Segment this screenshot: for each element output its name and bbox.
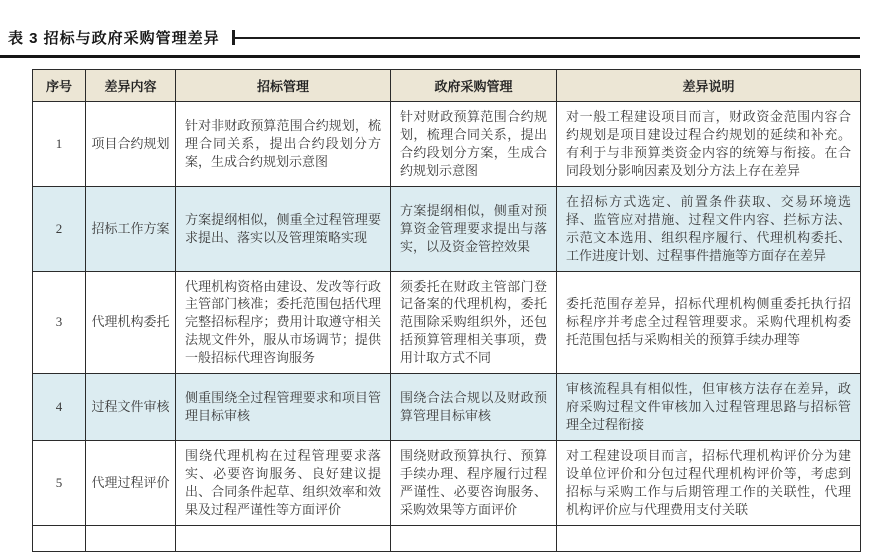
cell-explanation: 审核流程具有相似性，但审核方法存在差异，政府采购过程文件审核加入过程管理思路与招标管理全过程衔接 bbox=[557, 374, 861, 441]
cell-difference-content: 过程文件审核 bbox=[86, 374, 176, 441]
cell-difference-content: 代理过程评价 bbox=[86, 441, 176, 526]
cell-empty bbox=[33, 525, 86, 551]
cell-explanation: 在招标方式选定、前置条件获取、交易环境选择、监管应对措施、过程文件内容、拦标方法、示范文本选用、组织程序履行、代理机构委托、工作进度计划、过程事件措施等方面存在差异 bbox=[557, 186, 861, 271]
cell-empty bbox=[391, 525, 557, 551]
cell-bidding: 方案提纲相似，侧重全过程管理要求提出、落实以及管理策略实现 bbox=[176, 186, 391, 271]
comparison-table bbox=[32, 69, 861, 552]
table-caption-bar bbox=[0, 0, 892, 48]
cell-no: 3 bbox=[33, 271, 86, 374]
caption-rule-decoration bbox=[232, 30, 860, 45]
header-no: 序号 bbox=[33, 70, 86, 102]
header-bidding-management: 招标管理 bbox=[176, 70, 391, 102]
cell-bidding: 围绕代理机构在过程管理要求落实、必要咨询服务、良好建议提出、合同条件起草、组织效率和效果及过程严谨性等方面评价 bbox=[176, 441, 391, 526]
table-row bbox=[33, 102, 861, 187]
cell-explanation: 对一般工程建设项目而言，财政资金范围内容合约规划是项目建设过程合约规划的延续和补充。有利于与非预算类资金内容的统筹与衔接。在合同段划分影响因素及划分方法上存在差异 bbox=[557, 102, 861, 187]
table-row bbox=[33, 374, 861, 441]
header-difference-explanation: 差异说明 bbox=[557, 70, 861, 102]
cell-procurement: 方案提纲相似，侧重对预算资金管理要求提出与落实，以及资金管控效果 bbox=[391, 186, 557, 271]
table-row-partial bbox=[33, 525, 861, 551]
cell-difference-content: 项目合约规划 bbox=[86, 102, 176, 187]
cell-no: 4 bbox=[33, 374, 86, 441]
cell-bidding: 代理机构资格由建设、发改等行政主管部门核准；委托范围包括代理完整招标程序；费用计取遵守相关法规文件外，服从市场调节；提供一般招标代理咨询服务 bbox=[176, 271, 391, 374]
cell-procurement: 针对财政预算范围合约规划，梳理合同关系，提出合约段划分方案，生成合约规划示意图 bbox=[391, 102, 557, 187]
cell-empty bbox=[557, 525, 861, 551]
cell-explanation: 对工程建设项目而言，招标代理机构评价分为建设单位评价和分包过程代理机构评价等，考虑到招标与采购工作与后期管理工作的关联性，代理机构评价应与代理费用支付关联 bbox=[557, 441, 861, 526]
table-header-row bbox=[33, 70, 861, 102]
section-divider-rule bbox=[0, 55, 860, 58]
cell-no: 2 bbox=[33, 186, 86, 271]
table-row bbox=[33, 186, 861, 271]
cell-no: 1 bbox=[33, 102, 86, 187]
cell-bidding: 针对非财政预算范围合约规划，梳理合同关系，提出合约段划分方案，生成合约规划示意图 bbox=[176, 102, 391, 187]
cell-difference-content: 招标工作方案 bbox=[86, 186, 176, 271]
cell-explanation: 委托范围存差异，招标代理机构侧重委托执行招标程序并考虑全过程管理要求。采购代理机构委托范围包括与采购相关的预算手续办理等 bbox=[557, 271, 861, 374]
cell-no: 5 bbox=[33, 441, 86, 526]
caption-rule-line bbox=[235, 37, 860, 39]
header-difference-content: 差异内容 bbox=[86, 70, 176, 102]
table-row bbox=[33, 441, 861, 526]
cell-procurement: 须委托在财政主管部门登记备案的代理机构，委托范围除采购组织外，还包括预算管理相关事项，费用计取方式不同 bbox=[391, 271, 557, 374]
cell-empty bbox=[86, 525, 176, 551]
cell-procurement: 围绕合法合规以及财政预算管理目标审核 bbox=[391, 374, 557, 441]
header-procurement-management: 政府采购管理 bbox=[391, 70, 557, 102]
table-row bbox=[33, 271, 861, 374]
cell-bidding: 侧重围绕全过程管理要求和项目管理目标审核 bbox=[176, 374, 391, 441]
cell-empty bbox=[176, 525, 391, 551]
table-caption: 表 3 招标与政府采购管理差异 bbox=[8, 30, 220, 47]
cell-procurement: 围绕财政预算执行、预算手续办理、程序履行过程严谨性、必要咨询服务、采购效果等方面评价 bbox=[391, 441, 557, 526]
cell-difference-content: 代理机构委托 bbox=[86, 271, 176, 374]
